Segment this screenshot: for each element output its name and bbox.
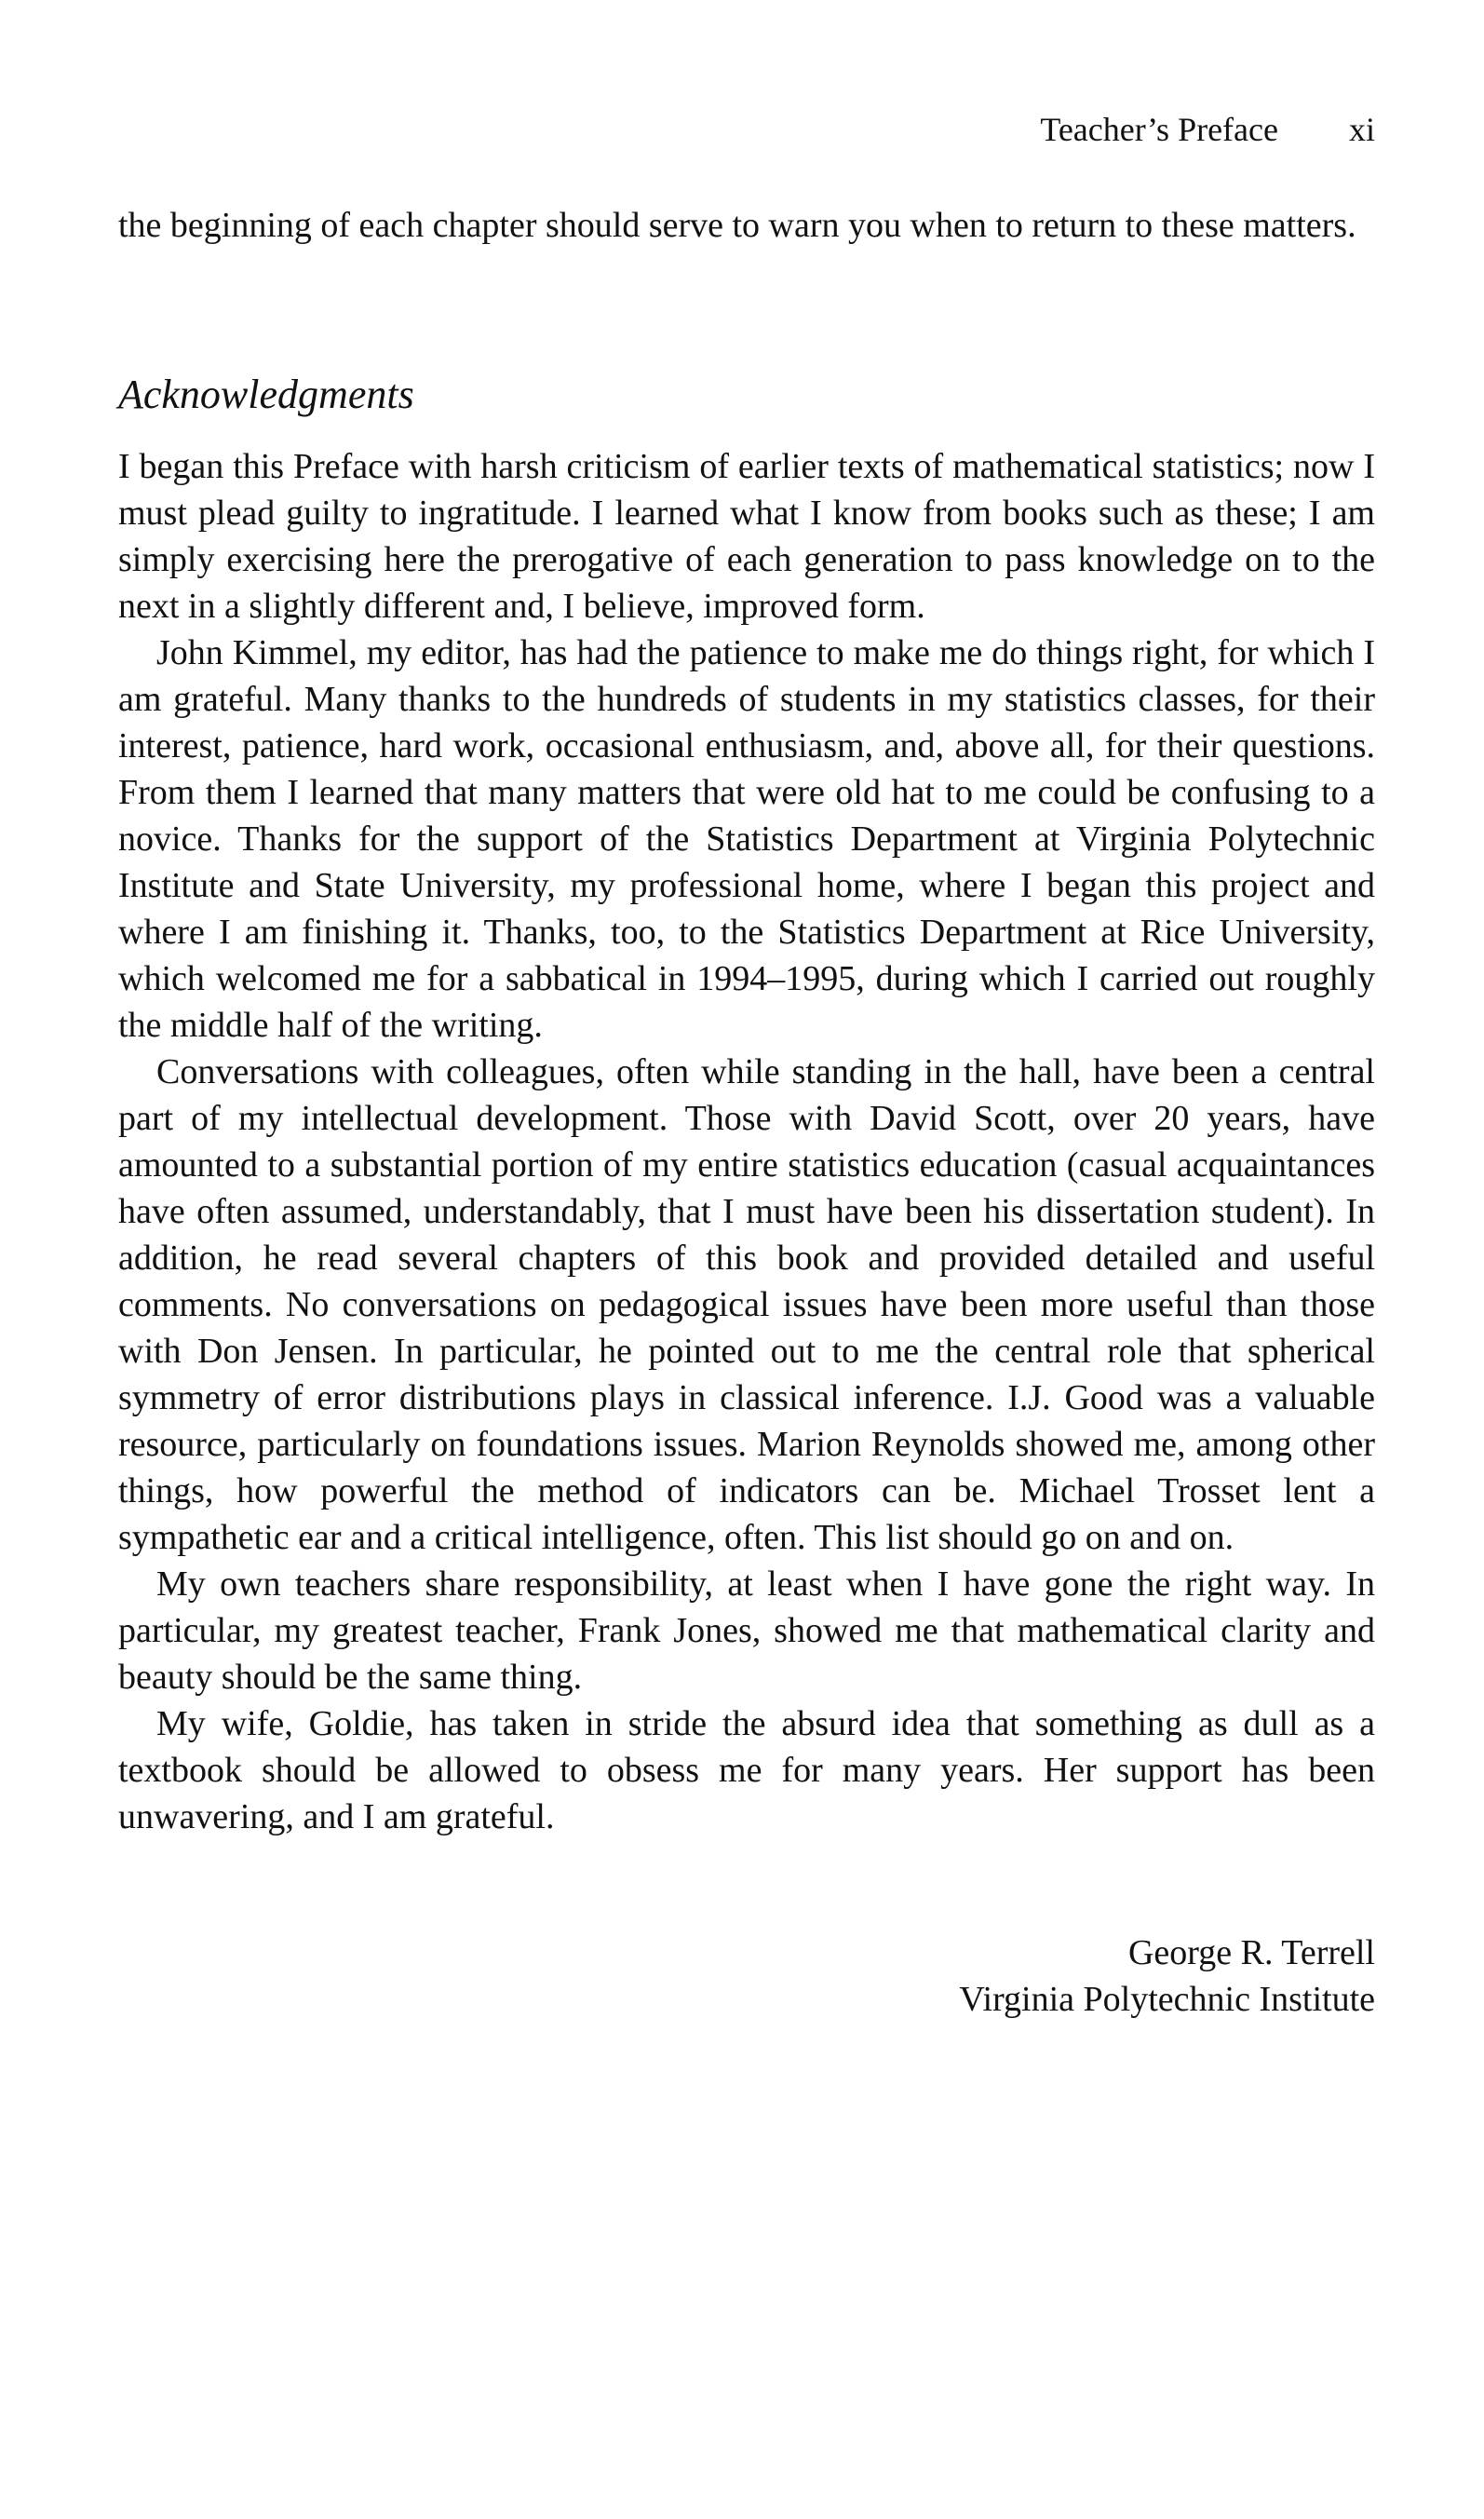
author-name: George R. Terrell: [1127, 1933, 1375, 1972]
signature-block: [959, 1930, 1375, 2023]
ack-paragraph-2: John Kimmel, my editor, has had the patience to make me do things right, for which I am grateful. Many thanks to the hundreds of students in my statistics classes, for their interest, patience, hard work, occasional enthusiasm, and, above all, for their questions. From them I learned that many matters that were old hat to me could be confusing to a novice. Thanks for the support of the Statistics Department at Virginia Polytechnic Institute and State University, my professional home, where I began this project and where I am finishing it. Thanks, too, to the Statistics Department at Rice University, which welcomed me for a sabbatical in 1994–1995, during which I carried out roughly the middle half of the writing.: [118, 633, 1375, 1045]
running-head-title: Teacher’s Preface: [1040, 111, 1278, 148]
continuation-paragraph: the beginning of each chapter should serve to warn you when to return to these matters.: [118, 206, 1356, 245]
running-head: [1040, 104, 1375, 155]
ack-paragraph-5: My wife, Goldie, has taken in stride the absurd idea that something as dull as a textbook should be allowed to obsess me for many years. Her support has been unwavering, and I am grateful.: [118, 1704, 1375, 1836]
ack-paragraph-4: My own teachers share responsibility, at least when I have gone the right way. In particular, my greatest teacher, Frank Jones, showed me that mathematical clarity and beauty should be the same thing.: [118, 1564, 1375, 1697]
acknowledgments-body: [118, 443, 1375, 1840]
page-number: xi: [1348, 111, 1375, 148]
section-heading-acknowledgments: Acknowledgments: [118, 372, 414, 417]
continuation-paragraph-block: [118, 202, 1375, 249]
ack-paragraph-1: I began this Preface with harsh criticism of earlier texts of mathematical statistics; now I must plead guilty to ingratitude. I learned what I know from books such as these; I am simply exercising here the prerogative of each generation to pass knowledge on to the next in a slightly different and, I believe, improved form.: [118, 447, 1375, 626]
author-institution: Virginia Polytechnic Institute: [959, 1980, 1375, 2019]
ack-paragraph-3: Conversations with colleagues, often while standing in the hall, have been a central part of my intellectual development. Those with David Scott, over 20 years, have amounted to a substantial portion of my entire statistics education (casual acquaintances have often assumed, understandably, that I must have been his dissertation student). In addition, he read several chapters of this book and provided detailed and useful comments. No conversations on pedagogical issues have been more useful than those with Don Jensen. In particular, he pointed out to me the central role that spherical symmetry of error distributions plays in classical inference. I.J. Good was a valuable resource, particularly on foundations issues. Marion Reynolds showed me, among other things, how powerful the method of indicators can be. Michael Trosset lent a sympathetic ear and a critical intelligence, often. This list should go on and on.: [118, 1052, 1375, 1557]
